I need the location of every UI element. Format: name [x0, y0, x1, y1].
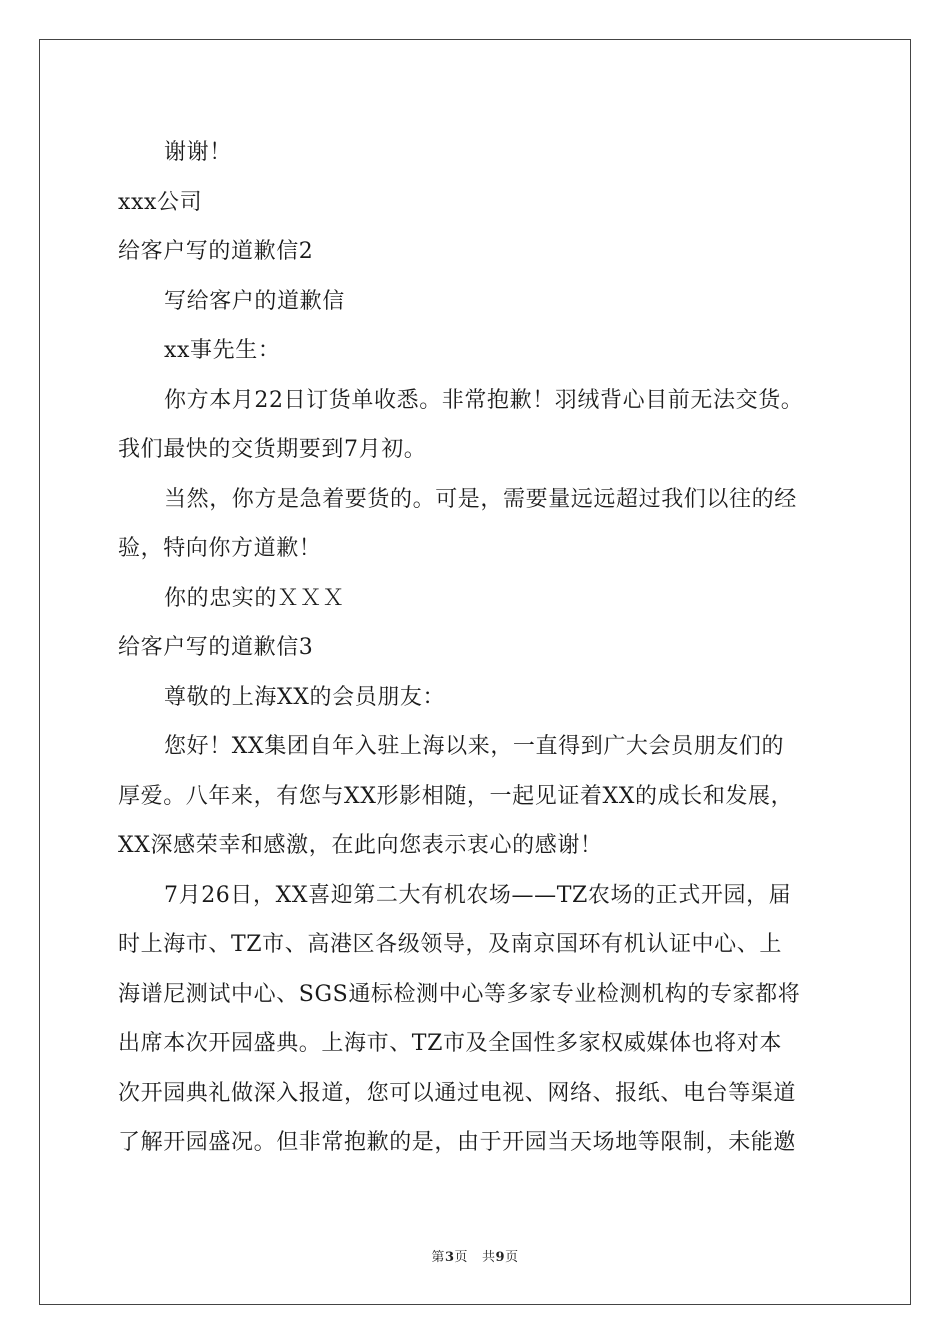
text-line: 您好！XX集团自年入驻上海以来，一直得到广大会员朋友们的: [164, 734, 785, 759]
text-line: 你的忠实的ＸＸＸ: [164, 585, 345, 611]
page-current: 3: [444, 1250, 455, 1265]
text-line: 尊敬的上海XX的会员朋友：: [164, 684, 446, 710]
text-line: 你方本月22日订货单收悉。非常抱歉！羽绒背心目前无法交货。: [164, 387, 804, 413]
text-line: 7月26日，XX喜迎第二大有机农场——TZ农场的正式开园，届: [164, 882, 792, 908]
page-footer: [0, 1246, 950, 1265]
total-suffix: 页: [505, 1250, 519, 1265]
text-line: xx事先生：: [164, 338, 281, 363]
text-line: 写给客户的道歉信: [164, 288, 345, 314]
text-line: 了解开园盛况。但非常抱歉的是，由于开园当天场地等限制，未能邀: [118, 1130, 797, 1155]
page-suffix: 页: [454, 1250, 468, 1265]
text-line: XX深感荣幸和感激，在此向您表示衷心的感谢！: [118, 833, 603, 858]
text-line: 海谱尼测试中心、SGS通标检测中心等多家专业检测机构的专家都将: [118, 981, 801, 1007]
text-line: 次开园典礼做深入报道，您可以通过电视、网络、报纸、电台等渠道: [118, 1080, 797, 1106]
text-line: 当然，你方是急着要货的。可是，需要量远远超过我们以往的经: [164, 486, 797, 512]
text-line: 厚爱。八年来，有您与XX形影相随，一起见证着XX的成长和发展，: [118, 783, 794, 809]
text-line: 出席本次开园盛典。上海市、TZ市及全国性多家权威媒体也将对本: [118, 1031, 782, 1056]
text-line: 给客户写的道歉信3: [118, 635, 314, 660]
page-total: 9: [495, 1250, 506, 1265]
text-line: 谢谢！: [164, 140, 232, 165]
text-line: xxx公司: [118, 189, 203, 215]
text-line: 验，特向你方道歉！: [118, 536, 322, 561]
page-prefix: 第: [431, 1250, 445, 1265]
total-prefix: 共: [482, 1250, 496, 1265]
text-line: 给客户写的道歉信2: [118, 239, 314, 264]
text-line: 时上海市、TZ市、高港区各级领导，及南京国环有机认证中心、上: [118, 932, 782, 957]
text-line: 我们最快的交货期要到7月初。: [118, 437, 427, 462]
document-body: [118, 128, 838, 1168]
